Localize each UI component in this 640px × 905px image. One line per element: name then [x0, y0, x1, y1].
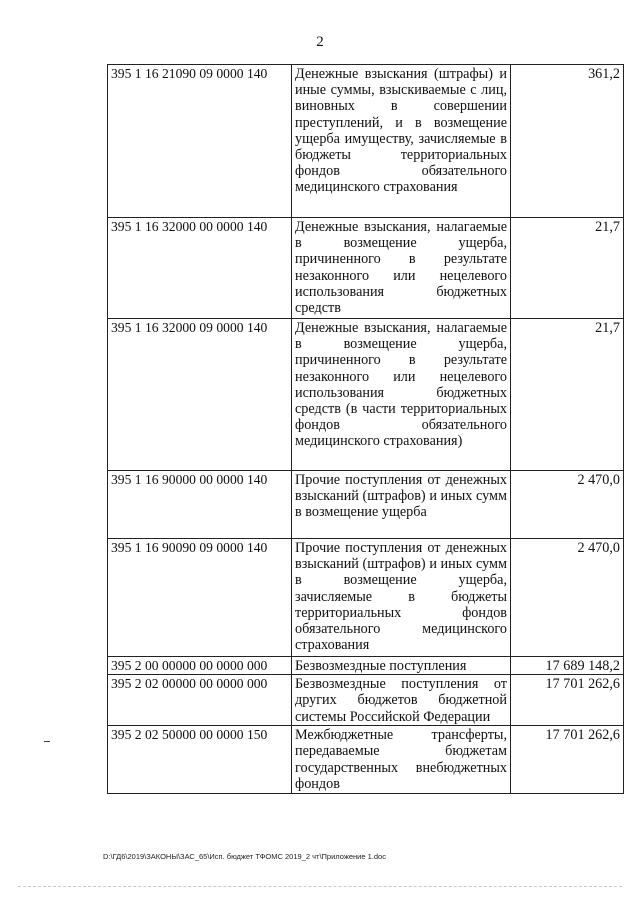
amount-cell: 17 689 148,2: [511, 657, 624, 675]
amount-cell: 361,2: [511, 65, 624, 218]
margin-scan-mark: [44, 741, 50, 742]
page-number: 2: [316, 34, 324, 50]
scan-edge-line: [18, 886, 622, 888]
description-cell: Безвозмездные поступления: [292, 657, 511, 675]
table-row: [108, 675, 624, 726]
amount-cell: 21,7: [511, 218, 624, 319]
description-cell: Денежные взыскания, налагаемые в возмещение ущерба, причиненного в результате незаконного или нецелевого использования бюджетных средств: [292, 218, 511, 319]
amount-cell: 2 470,0: [511, 471, 624, 539]
table-row: [108, 539, 624, 657]
description-cell: Прочие поступления от денежных взысканий (штрафов) и иных сумм в возмещение ущерба: [292, 471, 511, 539]
description-cell: Денежные взыскания (штрафы) и иные суммы, взыскиваемые с лиц, виновных в совершении преступлений, и в возмещение ущерба имуществу, зачисляемые в бюджеты территориальных фондов обязательного медицинского страхования: [292, 65, 511, 218]
table-row: [108, 726, 624, 794]
budget-code-cell: 395 2 02 50000 00 0000 150: [108, 726, 292, 794]
description-cell: Безвозмездные поступления от других бюджетов бюджетной системы Российской Федерации: [292, 675, 511, 726]
budget-code-cell: 395 2 00 00000 00 0000 000: [108, 657, 292, 675]
budget-code-cell: 395 1 16 32000 09 0000 140: [108, 319, 292, 471]
budget-code-cell: 395 1 16 21090 09 0000 140: [108, 65, 292, 218]
table-row: [108, 319, 624, 471]
amount-cell: 17 701 262,6: [511, 726, 624, 794]
description-cell: Денежные взыскания, налагаемые в возмещение ущерба, причиненного в результате незаконного или нецелевого использования бюджетных средств (в части территориальных фондов обязательного медицинского страхования): [292, 319, 511, 471]
description-cell: Прочие поступления от денежных взысканий (штрафов) и иных сумм в возмещение ущерба, зачисляемые в бюджеты территориальных фондов обязательного медицинского страхования: [292, 539, 511, 657]
budget-code-cell: 395 1 16 90090 09 0000 140: [108, 539, 292, 657]
description-cell: Межбюджетные трансферты, передаваемые бюджетам государственных внебюджетных фондов: [292, 726, 511, 794]
file-path-footer: D:\ГД6\2019\ЗАКОНЫ\ЗАС_65\Исп. бюджет ТФОМС 2019_2 чт\Приложение 1.doc: [103, 852, 386, 861]
amount-cell: 2 470,0: [511, 539, 624, 657]
amount-cell: 21,7: [511, 319, 624, 471]
budget-code-cell: 395 2 02 00000 00 0000 000: [108, 675, 292, 726]
budget-code-cell: 395 1 16 90000 00 0000 140: [108, 471, 292, 539]
budget-code-cell: 395 1 16 32000 00 0000 140: [108, 218, 292, 319]
table-row: [108, 657, 624, 675]
table-row: [108, 218, 624, 319]
table-row: [108, 65, 624, 218]
table-row: [108, 471, 624, 539]
amount-cell: 17 701 262,6: [511, 675, 624, 726]
budget-revenue-table: [107, 64, 624, 794]
